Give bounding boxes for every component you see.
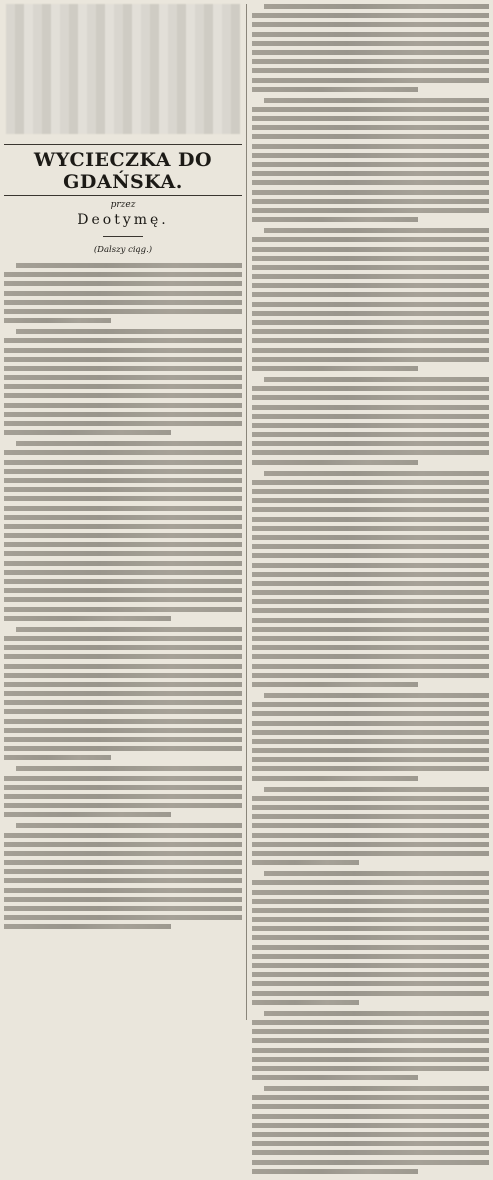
text-line xyxy=(252,507,489,512)
text-line xyxy=(252,357,489,362)
text-line xyxy=(252,1000,359,1005)
text-line xyxy=(252,1057,489,1062)
text-line xyxy=(252,329,489,334)
text-line xyxy=(252,739,489,744)
text-line xyxy=(252,50,489,55)
text-line xyxy=(252,386,489,391)
text-line xyxy=(4,309,242,314)
text-line xyxy=(252,553,489,558)
text-line xyxy=(252,544,489,549)
text-line xyxy=(4,719,242,724)
text-line xyxy=(252,721,489,726)
article-title: WYCIECZKA DO GDAŃSKA. xyxy=(33,149,213,193)
paragraph xyxy=(252,4,489,92)
text-line xyxy=(252,498,489,503)
text-line xyxy=(4,860,242,865)
text-line xyxy=(16,441,242,446)
paragraph xyxy=(252,1011,489,1080)
paragraph xyxy=(252,1086,489,1174)
continuation-note: (Dalszy ciąg.) xyxy=(93,245,153,255)
text-line xyxy=(4,524,242,529)
left-body-text xyxy=(4,263,242,929)
text-line xyxy=(252,432,489,437)
text-line xyxy=(4,384,242,389)
text-line xyxy=(4,842,242,847)
text-line xyxy=(252,134,489,139)
text-line xyxy=(252,664,489,669)
text-line xyxy=(252,423,489,428)
text-line xyxy=(4,597,242,602)
text-line xyxy=(4,460,242,465)
text-line xyxy=(4,570,242,575)
text-line xyxy=(252,526,489,531)
text-line xyxy=(252,338,489,343)
paragraph xyxy=(4,441,242,621)
text-line xyxy=(252,366,418,371)
text-line xyxy=(252,32,489,37)
text-line xyxy=(252,1066,489,1071)
text-line xyxy=(252,1038,489,1043)
text-line xyxy=(252,599,489,604)
text-line xyxy=(252,180,489,185)
paragraph xyxy=(4,823,242,929)
text-line xyxy=(16,627,242,632)
text-line xyxy=(4,515,242,520)
text-line xyxy=(252,645,489,650)
text-line xyxy=(4,393,242,398)
text-line xyxy=(252,441,489,446)
text-line xyxy=(4,348,242,353)
text-line xyxy=(252,860,359,865)
text-line xyxy=(252,917,489,922)
text-line xyxy=(4,746,242,751)
text-line xyxy=(252,517,489,522)
text-line xyxy=(4,709,242,714)
text-line xyxy=(252,608,489,613)
column-divider xyxy=(246,4,247,1020)
text-line xyxy=(252,1095,489,1100)
text-line xyxy=(4,869,242,874)
text-line xyxy=(252,535,489,540)
text-line xyxy=(252,414,489,419)
byline-prefix: przez xyxy=(110,200,136,210)
text-line xyxy=(4,897,242,902)
text-line xyxy=(4,906,242,911)
text-line xyxy=(4,654,242,659)
text-line xyxy=(4,506,242,511)
paragraph xyxy=(252,471,489,687)
text-line xyxy=(4,366,242,371)
paragraph xyxy=(252,228,489,371)
text-line xyxy=(4,588,242,593)
text-line xyxy=(252,1114,489,1119)
text-line xyxy=(264,787,489,792)
text-line xyxy=(252,636,489,641)
text-line xyxy=(252,908,489,913)
text-line xyxy=(252,673,489,678)
text-line xyxy=(252,963,489,968)
text-line xyxy=(252,247,489,252)
text-line xyxy=(4,691,242,696)
text-line xyxy=(4,357,242,362)
author-rule xyxy=(103,236,143,237)
text-line xyxy=(4,888,242,893)
text-line xyxy=(4,421,242,426)
text-line xyxy=(252,880,489,885)
paragraph xyxy=(4,766,242,817)
text-line xyxy=(252,618,489,623)
text-line xyxy=(252,144,489,149)
text-line xyxy=(4,851,242,856)
text-line xyxy=(4,737,242,742)
text-line xyxy=(252,682,418,687)
text-line xyxy=(252,171,489,176)
text-line xyxy=(4,700,242,705)
text-line xyxy=(252,256,489,261)
paragraph xyxy=(252,377,489,465)
text-line xyxy=(264,871,489,876)
text-line xyxy=(4,616,171,621)
text-line xyxy=(252,981,489,986)
text-line xyxy=(4,450,242,455)
text-line xyxy=(264,471,489,476)
text-line xyxy=(264,98,489,103)
text-line xyxy=(252,590,489,595)
text-line xyxy=(252,972,489,977)
text-line xyxy=(252,890,489,895)
text-line xyxy=(4,728,242,733)
text-line xyxy=(4,375,242,380)
obscured-text-block xyxy=(6,4,240,134)
text-line xyxy=(252,1075,418,1080)
text-line xyxy=(16,329,242,334)
text-line xyxy=(4,755,111,760)
text-line xyxy=(252,153,489,158)
paragraph xyxy=(4,263,242,323)
text-line xyxy=(4,487,242,492)
text-line xyxy=(16,263,242,268)
text-line xyxy=(252,1029,489,1034)
text-line xyxy=(4,794,242,799)
text-line xyxy=(252,730,489,735)
text-line xyxy=(4,542,242,547)
text-line xyxy=(252,13,489,18)
text-line xyxy=(252,748,489,753)
text-line xyxy=(252,823,489,828)
paragraph xyxy=(4,627,242,761)
text-line xyxy=(252,572,489,577)
text-line xyxy=(252,945,489,950)
text-line xyxy=(4,673,242,678)
text-line xyxy=(252,274,489,279)
text-line xyxy=(252,711,489,716)
paragraph xyxy=(4,329,242,435)
text-line xyxy=(16,823,242,828)
text-line xyxy=(252,1150,489,1155)
text-line xyxy=(252,1132,489,1137)
text-line xyxy=(4,291,242,296)
text-line xyxy=(252,954,489,959)
text-line xyxy=(4,803,242,808)
title-rule-top xyxy=(4,144,242,145)
right-body-text xyxy=(252,4,489,1174)
text-line xyxy=(252,833,489,838)
text-line xyxy=(4,469,242,474)
text-line xyxy=(4,924,171,929)
paragraph xyxy=(252,787,489,866)
text-line xyxy=(4,412,242,417)
text-line xyxy=(252,1020,489,1025)
text-line xyxy=(4,682,242,687)
text-line xyxy=(4,915,242,920)
text-line xyxy=(252,22,489,27)
text-line xyxy=(252,59,489,64)
text-line xyxy=(4,478,242,483)
text-line xyxy=(252,563,489,568)
text-line xyxy=(252,41,489,46)
text-line xyxy=(252,460,418,465)
text-line xyxy=(4,403,242,408)
text-line xyxy=(252,348,489,353)
text-line xyxy=(252,162,489,167)
text-line xyxy=(252,627,489,632)
text-line xyxy=(252,926,489,931)
text-line xyxy=(252,116,489,121)
text-line xyxy=(4,496,242,501)
text-line xyxy=(252,190,489,195)
text-line xyxy=(264,1086,489,1091)
text-line xyxy=(4,561,242,566)
text-line xyxy=(4,785,242,790)
text-line xyxy=(4,430,171,435)
text-line xyxy=(252,489,489,494)
text-line xyxy=(264,377,489,382)
text-line xyxy=(4,318,111,323)
text-line xyxy=(4,636,242,641)
text-line xyxy=(252,899,489,904)
text-line xyxy=(4,833,242,838)
text-line xyxy=(252,702,489,707)
text-line xyxy=(4,533,242,538)
text-line xyxy=(252,796,489,801)
text-line xyxy=(252,480,489,485)
text-line xyxy=(252,814,489,819)
text-line xyxy=(252,935,489,940)
text-line xyxy=(252,217,418,222)
text-line xyxy=(4,607,242,612)
text-line xyxy=(4,281,242,286)
text-line xyxy=(252,581,489,586)
text-line xyxy=(4,579,242,584)
text-line xyxy=(252,450,489,455)
text-line xyxy=(252,395,489,400)
text-line xyxy=(252,68,489,73)
text-line xyxy=(4,776,242,781)
title-rule-bottom xyxy=(4,195,242,196)
text-line xyxy=(4,272,242,277)
text-line xyxy=(264,1011,489,1016)
paragraph xyxy=(252,693,489,781)
text-line xyxy=(252,405,489,410)
text-line xyxy=(252,766,489,771)
text-line xyxy=(252,237,489,242)
text-line xyxy=(252,654,489,659)
text-line xyxy=(252,851,489,856)
text-line xyxy=(264,4,489,9)
text-line xyxy=(252,776,418,781)
text-line xyxy=(4,878,242,883)
text-line xyxy=(252,283,489,288)
text-line xyxy=(4,338,242,343)
text-line xyxy=(16,766,242,771)
text-line xyxy=(252,1104,489,1109)
text-line xyxy=(252,302,489,307)
left-column xyxy=(4,4,242,935)
text-line xyxy=(252,1160,489,1165)
author-name: Deotymę. xyxy=(77,212,169,228)
text-line xyxy=(4,645,242,650)
text-line xyxy=(4,551,242,556)
text-line xyxy=(252,1048,489,1053)
text-line xyxy=(252,78,489,83)
text-line xyxy=(252,757,489,762)
paragraph xyxy=(252,871,489,1005)
text-line xyxy=(252,1141,489,1146)
text-line xyxy=(264,228,489,233)
text-line xyxy=(252,265,489,270)
right-column xyxy=(252,4,489,1180)
text-line xyxy=(252,87,418,92)
text-line xyxy=(264,693,489,698)
text-line xyxy=(4,664,242,669)
text-line xyxy=(252,1169,418,1174)
text-line xyxy=(252,125,489,130)
text-line xyxy=(252,311,489,316)
text-line xyxy=(252,208,489,213)
text-line xyxy=(252,199,489,204)
text-line xyxy=(252,292,489,297)
paragraph xyxy=(252,98,489,222)
text-line xyxy=(252,842,489,847)
text-line xyxy=(252,991,489,996)
text-line xyxy=(252,1123,489,1128)
text-line xyxy=(4,300,242,305)
text-line xyxy=(252,805,489,810)
text-line xyxy=(252,107,489,112)
text-line xyxy=(4,812,171,817)
text-line xyxy=(252,320,489,325)
